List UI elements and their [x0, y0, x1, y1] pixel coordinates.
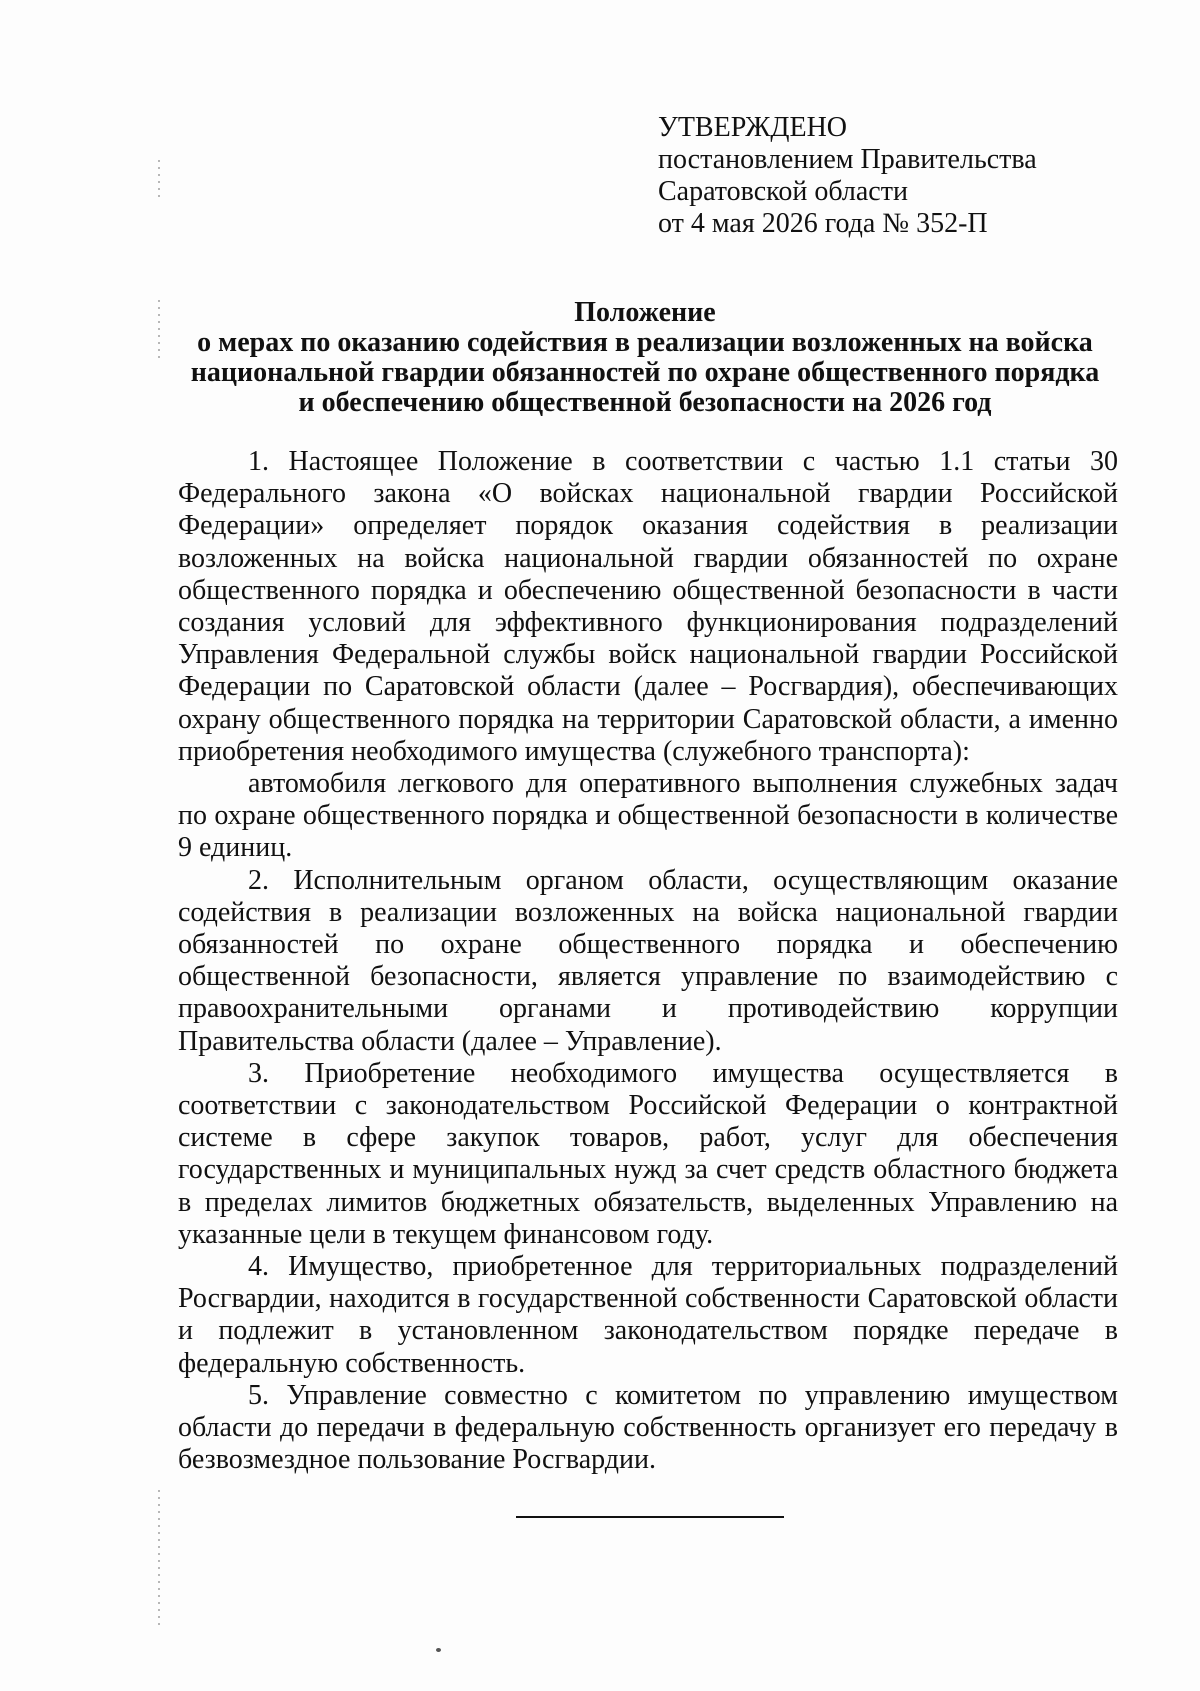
- paragraph-5: 5. Управление совместно с комитетом по управлению имуществом области до передачи в федеральную собственность организует его передачу в безвозмездное пользование Росгвардии.: [178, 1379, 1118, 1476]
- document-body: [178, 446, 1118, 1477]
- title-line: Положение: [574, 297, 716, 328]
- scan-edge-artifact: [158, 1490, 160, 1630]
- scan-edge-artifact: [158, 160, 160, 200]
- paragraph-1-item: автомобиля легкового для оперативного выполнения служебных задач по охране общественного порядка и общественной безопасности в количестве 9 единиц.: [178, 768, 1118, 864]
- paragraph-4: 4. Имущество, приобретенное для территориальных подразделений Росгвардии, находится в государственной собственности Саратовской области и подлежит в установленном законодательством порядке передаче в федеральную собственность.: [178, 1251, 1118, 1379]
- approval-date-number: от 4 мая 2026 года № 352-П: [658, 208, 988, 239]
- approval-line: Саратовской области: [658, 176, 908, 207]
- approval-heading: УТВЕРЖДЕНО: [658, 112, 848, 143]
- approval-stamp: [658, 112, 1138, 240]
- scan-dot: [436, 1648, 441, 1652]
- document-title: [150, 298, 1140, 418]
- paragraph-3: 3. Приобретение необходимого имущества осуществляется в соответствии с законодательством Российской Федерации о контрактной системе в сфере закупок товаров, работ, услуг для обеспечения государственных и муниципальных нужд за счет средств областного бюджета в пределах лимитов бюджетных обязательств, выделенных Управлению на указанные цели в текущем финансовом году.: [178, 1057, 1118, 1250]
- title-line: национальной гвардии обязанностей по охране общественного порядка: [190, 357, 1100, 388]
- paragraph-1: 1. Настоящее Положение в соответствии с частью 1.1 статьи 30 Федерального закона «О войсках национальной гвардии Российской Федерации» определяет порядок оказания содействия в реализации возложенных на войска национальной гвардии обязанностей по охране общественного порядка и обеспечению общественной безопасности в части создания условий для эффективного функционирования подразделений Управления Федеральной службы войск национальной гвардии Российской Федерации по Саратовской области (далее – Росгвардия), обеспечивающих охрану общественного порядка на территории Саратовской области, а именно приобретения необходимого имущества (служебного транспорта):: [178, 446, 1118, 767]
- paragraph-2: 2. Исполнительным органом области, осуществляющим оказание содействия в реализации возложенных на войска национальной гвардии обязанностей по охране общественного порядка и обеспечению общественной безопасности, является управление по взаимодействию с правоохранительными органами и противодействию коррупции Правительства области (далее – Управление).: [178, 864, 1118, 1057]
- end-divider-line: [516, 1516, 784, 1518]
- title-line: о мерах по оказанию содействия в реализации возложенных на войска: [197, 327, 1093, 358]
- title-line: и обеспечению общественной безопасности на 2026 год: [298, 387, 992, 418]
- approval-line: постановлением Правительства: [658, 144, 1037, 175]
